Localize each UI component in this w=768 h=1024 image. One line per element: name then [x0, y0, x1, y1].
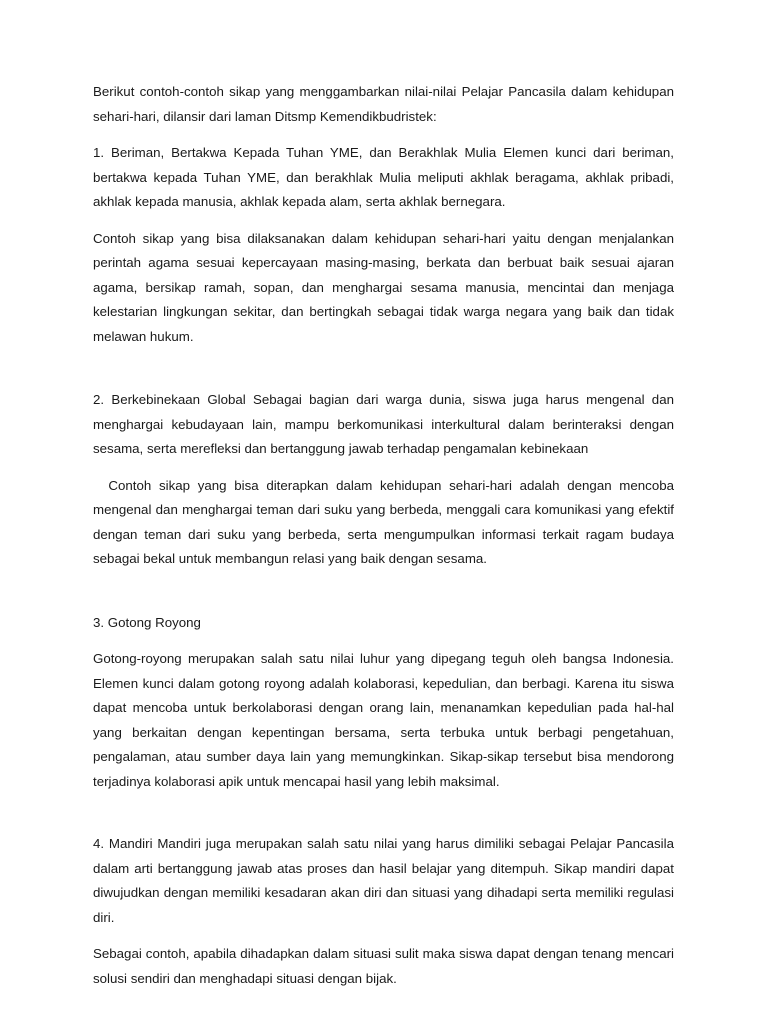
section-4-example: Sebagai contoh, apabila dihadapkan dalam situasi sulit maka siswa dapat dengan tenang mencari solusi sendiri dan menghadapi situasi dengan bijak. — [93, 946, 674, 986]
section-3-heading: 3. Gotong Royong — [93, 614, 201, 630]
section-3-body: Gotong-royong merupakan salah satu nilai luhur yang dipegang teguh oleh bangsa Indonesia. Elemen kunci dalam gotong royong adalah kolaborasi, kepedulian, dan berbagi. Karena itu siswa dapat mencoba untuk berkolaborasi dengan orang lain, menanamkan kepedulian pada hal-hal yang berkaitan dengan kepentingan bersama, serta terbuka untuk berbagi pengetahuan, pengalaman, atau sumber daya lain yang memungkinkan. Sikap-sikap tersebut bisa mendorong terjadinya kolaborasi apik untuk mencapai hasil yang lebih maksimal. — [93, 651, 674, 789]
section-2-paragraph: 2. Berkebinekaan Global Sebagai bagian dari warga dunia, siswa juga harus mengenal dan menghargai kebudayaan lain, mampu berkomunikasi interkultural dalam berinteraksi dengan sesama, serta merefleksi dan bertanggung jawab terhadap pengamalan kebinekaan — [93, 392, 674, 456]
section-1-example: Contoh sikap yang bisa dilaksanakan dalam kehidupan sehari-hari yaitu dengan menjalankan perintah agama sesuai kepercayaan masing-masing, berkata dan berbuat baik sesuai ajaran agama, bersikap ramah, sopan, dan menghargai sesama manusia, mencintai dan menjaga kelestarian lingkungan sekitar, dan bertingkah sebagai tidak warga negara yang baik dan tidak melawan hukum. — [93, 230, 674, 344]
section-4-paragraph: 4. Mandiri Mandiri juga merupakan salah satu nilai yang harus dimiliki sebagai Pelajar Pancasila dalam arti bertanggung jawab atas proses dan hasil belajar yang ditempuh. Sikap mandiri dapat diwujudkan dengan memiliki kesadaran akan diri dan situasi yang dihadapi serta memiliki regulasi diri. — [93, 836, 674, 925]
document-page — [93, 80, 678, 991]
section-1-paragraph: 1. Beriman, Bertakwa Kepada Tuhan YME, dan Berakhlak Mulia Elemen kunci dari beriman, bertakwa kepada Tuhan YME, dan berakhlak Mulia meliputi akhlak beragama, akhlak pribadi, akhlak kepada manusia, akhlak kepada alam, serta akhlak bernegara. — [93, 145, 674, 209]
intro-paragraph: Berikut contoh-contoh sikap yang menggambarkan nilai-nilai Pelajar Pancasila dalam kehidupan sehari-hari, dilansir dari laman Ditsmp Kemendikbudristek: — [93, 84, 674, 124]
section-2-example: Contoh sikap yang bisa diterapkan dalam kehidupan sehari-hari adalah dengan mencoba mengenal dan menghargai teman dari suku yang berbeda, menggali cara komunikasi yang efektif dengan teman dari suku yang berbeda, serta mengumpulkan informasi terkait ragam budaya sebagai bekal untuk membangun relasi yang baik dengan sesama. — [93, 477, 678, 566]
